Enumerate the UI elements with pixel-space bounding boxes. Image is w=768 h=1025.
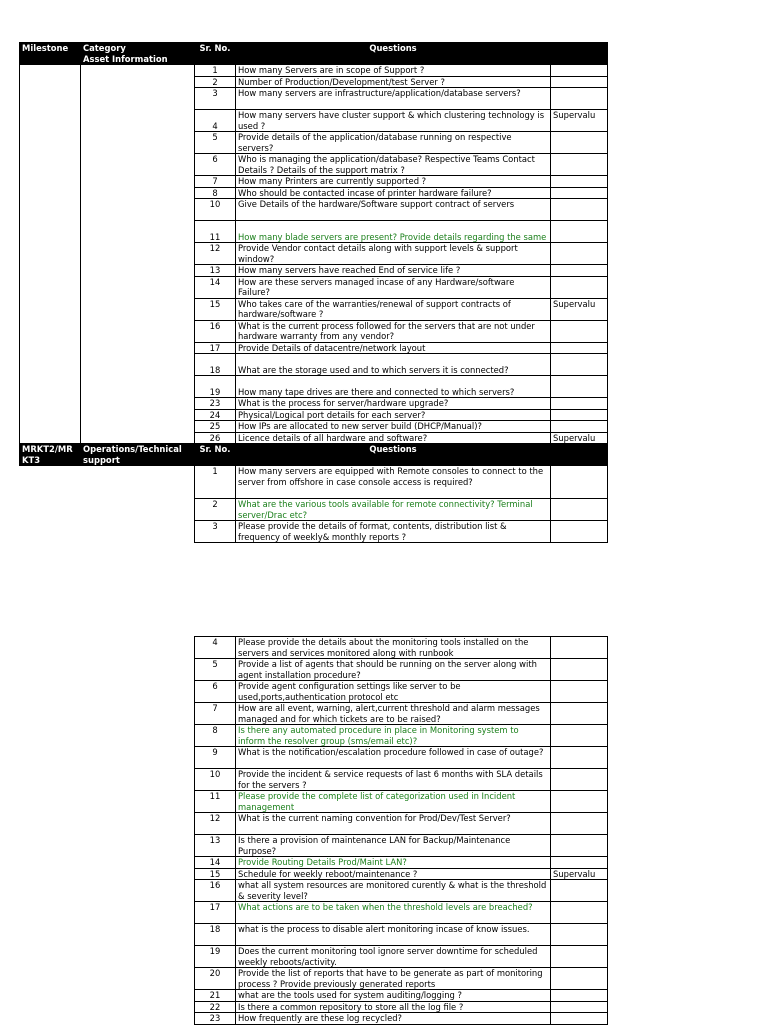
sr-no-cell: 4	[195, 110, 236, 132]
owner-cell	[551, 990, 608, 1002]
question-cell: Who takes care of the warranties/renewal of support contracts of hardware/software ?	[236, 298, 551, 320]
table-row	[195, 725, 608, 747]
owner-cell	[551, 703, 608, 725]
owner-cell	[551, 276, 608, 298]
sr-no-cell: 5	[195, 659, 236, 681]
owner-cell: Supervalu	[551, 298, 608, 320]
owner-cell	[551, 320, 608, 342]
owner-cell	[551, 376, 608, 398]
owner-cell	[551, 725, 608, 747]
sr-no-cell: 19	[195, 376, 236, 398]
extra-header	[551, 43, 608, 65]
sr-no-cell: 19	[195, 946, 236, 968]
owner-cell	[551, 176, 608, 188]
question-cell: How IPs are allocated to new server build (DHCP/Manual)?	[236, 421, 551, 433]
question-cell: Number of Production/Development/test Server ?	[236, 76, 551, 88]
table-row	[195, 637, 608, 659]
question-cell: Does the current monitoring tool ignore server downtime for scheduled weekly reboots/activity.	[236, 946, 551, 968]
question-cell: what is the process to disable alert monitoring incase of know issues.	[236, 924, 551, 946]
question-cell: what are the tools used for system auditing/logging ?	[236, 990, 551, 1002]
sr-no-cell: 10	[195, 199, 236, 221]
questionnaire-table-bottom	[194, 636, 608, 1025]
question-cell: How many Servers are in scope of Support ?	[236, 65, 551, 77]
sr-no-cell: 20	[195, 968, 236, 990]
question-cell: Physical/Logical port details for each server?	[236, 409, 551, 421]
sr-no-cell: 24	[195, 409, 236, 421]
table-bottom-body	[195, 637, 608, 1025]
owner-cell	[551, 968, 608, 990]
owner-cell	[551, 857, 608, 869]
sr-no-cell: 22	[195, 1001, 236, 1013]
question-cell: How many blade servers are present? Provide details regarding the same	[236, 221, 551, 243]
sr-no-cell: 23	[195, 1013, 236, 1025]
table-row	[195, 902, 608, 924]
question-cell: Provide Vendor contact details along with support levels & support window?	[236, 243, 551, 265]
question-cell: Provide agent configuration settings like server to be used,ports,authentication protocol etc	[236, 681, 551, 703]
owner-cell: Supervalu	[551, 110, 608, 132]
question-cell: How many servers have reached End of service life ?	[236, 265, 551, 277]
milestone-header-2: MRKT2/MR KT3	[20, 444, 81, 466]
sr-no-cell: 8	[195, 187, 236, 199]
table-row	[195, 813, 608, 835]
question-cell: Who is managing the application/database? Respective Teams Contact Details ? Details of the support matrix ?	[236, 154, 551, 176]
question-cell: How are these servers managed incase of any Hardware/software Failure?	[236, 276, 551, 298]
sr-no-cell: 23	[195, 398, 236, 410]
owner-cell	[551, 398, 608, 410]
question-cell: What actions are to be taken when the threshold levels are breached?	[236, 902, 551, 924]
owner-cell	[551, 76, 608, 88]
sr-no-cell: 8	[195, 725, 236, 747]
question-cell: Provide a list of agents that should be running on the server along with agent installation procedure?	[236, 659, 551, 681]
owner-cell	[551, 747, 608, 769]
sr-no-cell: 2	[195, 76, 236, 88]
table-row	[195, 1001, 608, 1013]
owner-cell	[551, 813, 608, 835]
owner-cell: Supervalu	[551, 868, 608, 880]
question-cell: What is the process for server/hardware upgrade?	[236, 398, 551, 410]
table-row	[195, 990, 608, 1002]
owner-cell	[551, 769, 608, 791]
category-cell	[81, 65, 195, 444]
question-cell: What are the storage used and to which servers it is connected?	[236, 354, 551, 376]
owner-cell: Supervalu	[551, 432, 608, 444]
header-row-operations	[20, 444, 608, 466]
sr-no-cell: 17	[195, 342, 236, 354]
owner-cell	[551, 342, 608, 354]
sr-no-cell: 4	[195, 637, 236, 659]
table-row	[195, 868, 608, 880]
question-cell: Provide Routing Details Prod/Maint LAN?	[236, 857, 551, 869]
question-cell: Is there any automated procedure in place in Monitoring system to inform the resolver group (sms/email etc)?	[236, 725, 551, 747]
question-cell: What are the various tools available for remote connectivity? Terminal server/Drac etc?	[236, 499, 551, 521]
sr-no-cell: 3	[195, 88, 236, 110]
table-top-body	[20, 43, 608, 543]
category-header	[81, 43, 195, 65]
sr-no-header: Sr. No.	[195, 43, 236, 65]
sr-no-cell: 11	[195, 791, 236, 813]
table-row	[195, 924, 608, 946]
sr-no-cell: 1	[195, 65, 236, 77]
sr-no-cell: 13	[195, 265, 236, 277]
question-cell: Provide Details of datacentre/network layout	[236, 342, 551, 354]
sr-no-cell: 18	[195, 354, 236, 376]
question-cell: Is there a provision of maintenance LAN for Backup/Maintenance Purpose?	[236, 835, 551, 857]
sr-no-cell: 25	[195, 421, 236, 433]
table-row	[195, 835, 608, 857]
sr-no-cell: 7	[195, 703, 236, 725]
question-cell: what all system resources are monitored curently & what is the threshold & severity level?	[236, 880, 551, 902]
question-cell: Provide the list of reports that have to be generate as part of monitoring process ? Provide previously generated reports	[236, 968, 551, 990]
sr-no-cell: 16	[195, 320, 236, 342]
sr-no-cell: 6	[195, 154, 236, 176]
owner-cell	[551, 902, 608, 924]
table-row	[195, 769, 608, 791]
owner-cell	[551, 199, 608, 221]
owner-cell	[551, 880, 608, 902]
owner-cell	[551, 65, 608, 77]
milestone-header: Milestone	[20, 43, 81, 65]
owner-cell	[551, 221, 608, 243]
question-cell: Provide the incident & service requests of last 6 months with SLA details for the servers ?	[236, 769, 551, 791]
sr-no-cell: 3	[195, 521, 236, 543]
header-row-asset	[20, 43, 608, 65]
sr-no-cell: 11	[195, 221, 236, 243]
question-cell: What is the current process followed for the servers that are not under hardware warranty from any vendor?	[236, 320, 551, 342]
question-cell: How are all event, warning, alert,current threshold and alarm messages managed and for which tickets are to be raised?	[236, 703, 551, 725]
question-cell: What is the notification/escalation procedure followed in case of outage?	[236, 747, 551, 769]
table-row	[195, 857, 608, 869]
sr-no-cell: 14	[195, 857, 236, 869]
sr-no-cell: 18	[195, 924, 236, 946]
sr-no-cell: 15	[195, 868, 236, 880]
sr-no-cell: 26	[195, 432, 236, 444]
questions-header-2: Questions	[236, 444, 551, 466]
owner-cell	[551, 946, 608, 968]
questions-header: Questions	[236, 43, 551, 65]
question-cell: Is there a common repository to store all the log file ?	[236, 1001, 551, 1013]
table-row	[20, 65, 608, 77]
owner-cell	[551, 421, 608, 433]
sr-no-cell: 12	[195, 243, 236, 265]
owner-cell	[551, 154, 608, 176]
question-cell: Schedule for weekly reboot/maintenance ?	[236, 868, 551, 880]
owner-cell	[551, 521, 608, 543]
sr-no-cell: 21	[195, 990, 236, 1002]
question-cell: How frequently are these log recycled?	[236, 1013, 551, 1025]
sr-no-cell: 6	[195, 681, 236, 703]
question-cell: Please provide the complete list of categorization used in Incident management	[236, 791, 551, 813]
owner-cell	[551, 265, 608, 277]
owner-cell	[551, 637, 608, 659]
question-cell: Please provide the details about the monitoring tools installed on the servers and services monitored along with runbook	[236, 637, 551, 659]
sr-no-cell: 7	[195, 176, 236, 188]
question-cell: How many tape drives are there and connected to which servers?	[236, 376, 551, 398]
sr-no-cell: 5	[195, 132, 236, 154]
owner-cell	[551, 466, 608, 499]
table-row	[195, 747, 608, 769]
empty-left-area	[20, 466, 195, 543]
table-row	[195, 1013, 608, 1025]
questionnaire-table-top	[19, 42, 608, 543]
owner-cell	[551, 659, 608, 681]
owner-cell	[551, 187, 608, 199]
question-cell: How many servers are infrastructure/application/database servers?	[236, 88, 551, 110]
table-row	[195, 791, 608, 813]
table-row	[195, 880, 608, 902]
sr-no-cell: 14	[195, 276, 236, 298]
owner-cell	[551, 924, 608, 946]
owner-cell	[551, 499, 608, 521]
owner-cell	[551, 681, 608, 703]
owner-cell	[551, 88, 608, 110]
table-row	[195, 946, 608, 968]
sr-no-cell: 12	[195, 813, 236, 835]
owner-cell	[551, 835, 608, 857]
question-cell: How many Printers are currently supported ?	[236, 176, 551, 188]
question-cell: What is the current naming convention for Prod/Dev/Test Server?	[236, 813, 551, 835]
sr-no-cell: 13	[195, 835, 236, 857]
owner-cell	[551, 791, 608, 813]
owner-cell	[551, 409, 608, 421]
table-row	[195, 659, 608, 681]
category-header-sub: Asset Information	[83, 53, 168, 64]
question-cell: Please provide the details of format, contents, distribution list & frequency of weekly& monthly reports ?	[236, 521, 551, 543]
table-row	[20, 466, 608, 499]
question-cell: How many servers are equipped with Remote consoles to connect to the server from offshore in case console access is required?	[236, 466, 551, 499]
sr-no-cell: 9	[195, 747, 236, 769]
table-row	[195, 681, 608, 703]
question-cell: Who should be contacted incase of printer hardware failure?	[236, 187, 551, 199]
sr-no-cell: 15	[195, 298, 236, 320]
sr-no-cell: 16	[195, 880, 236, 902]
milestone-cell	[20, 65, 81, 444]
table-row	[195, 703, 608, 725]
table-row	[195, 968, 608, 990]
extra-header-2	[551, 444, 608, 466]
question-cell: Provide details of the application/database running on respective servers?	[236, 132, 551, 154]
sr-no-cell: 10	[195, 769, 236, 791]
owner-cell	[551, 132, 608, 154]
owner-cell	[551, 354, 608, 376]
sr-no-cell: 1	[195, 466, 236, 499]
question-cell: Licence details of all hardware and software?	[236, 432, 551, 444]
question-cell: How many servers have cluster support & which clustering technology is used ?	[236, 110, 551, 132]
question-cell: Give Details of the hardware/Software support contract of servers	[236, 199, 551, 221]
owner-cell	[551, 243, 608, 265]
sr-no-cell: 17	[195, 902, 236, 924]
owner-cell	[551, 1001, 608, 1013]
category-header-2: Operations/Technical support	[81, 444, 195, 466]
sr-no-cell: 2	[195, 499, 236, 521]
category-header-label: Category	[83, 43, 126, 53]
sr-no-header-2: Sr. No.	[195, 444, 236, 466]
owner-cell	[551, 1013, 608, 1025]
